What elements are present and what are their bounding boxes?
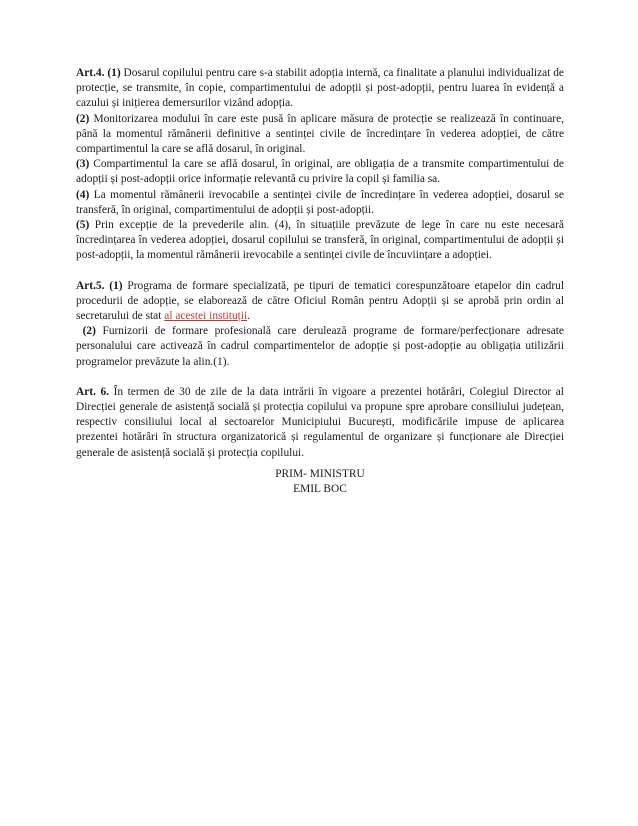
paragraph-text: Dosarul copilului pentru care s-a stabilit adopția internă, ca finalitate a planului individualizat de protecție, se transmite, în copie, compartimentului de adopții și post-adopții, pentru luarea în evidență a cazului și inițierea demersurilor vizând adopția.	[76, 67, 564, 110]
article-6-paragraph	[76, 385, 564, 461]
article-5-paragraph-2	[76, 324, 564, 370]
document-page	[76, 66, 564, 497]
paragraph-text-end: .	[247, 310, 251, 323]
paragraph-text: Compartimentul la care se află dosarul, în original, are obligația de a transmite compartimentului de adopții și post-adopții orice informație relevantă cu privire la copil și familia sa.	[76, 158, 564, 186]
paragraph-text: Programa de formare specializată, pe tipuri de tematici corespunzătoare etapelor din cadrul procedurii de adopție, se elaborează de către Oficiul Român pentru Adopții și se aprobă prin ordin al secretarului de stat	[76, 279, 564, 323]
article-4-heading: Art.4.	[76, 67, 105, 79]
article-4-paragraph-2	[76, 112, 564, 158]
paragraph-number: (1)	[107, 67, 121, 79]
paragraph-text: Furnizorii de formare profesională care derulează programe de formare/perfecționare adresate personalului care activează în cadrul compartimentelor de adopție și post-adopție au obligația utilizării programelor prevăzute la alin.(1).	[76, 325, 564, 368]
article-6	[76, 385, 564, 461]
paragraph-text: În termen de 30 de zile de la data intrării în vigoare a prezentei hotărâri, Colegiul Director al Direcției generale de asistență socială și protecția copilului va propune spre aprobare consiliului județean, respectiv consiliului local al sectoarelor Municipiului București, modificările impuse de aplicarea prezentei hotărâri în structura organizatorică și regulamentul de organizare și funcționare ale Direcției generale de asistență socială și protecția copilului.	[76, 385, 564, 459]
article-5-paragraph-1	[76, 279, 564, 325]
institution-link[interactable]: al acestei instituții	[164, 310, 248, 323]
paragraph-text: Monitorizarea modului în care este pusă în aplicare măsura de protecție se realizează în continuare, până la momentul rămânerii definitive a sentinței civile de încredințare în vederea adopției, de către compartimentul la care se află dosarul, în original.	[76, 112, 564, 156]
paragraph-number: (5)	[76, 219, 90, 232]
paragraph-text: Prin excepție de la prevederile alin. (4), în situațiile prevăzute de lege în care nu este necesară încredințarea în vederea adopției, dosarul copilului se transferă, în original, compartimentului de adopții și post-adopții, la momentul rămânerii irevocabile a sentinței civile de încuviințare a adopției.	[76, 219, 564, 262]
paragraph-number: (1)	[109, 279, 123, 292]
paragraph-number: (3)	[76, 158, 90, 171]
signature-block	[76, 467, 564, 497]
article-6-heading: Art. 6.	[76, 385, 110, 398]
paragraph-number: (4)	[76, 188, 90, 201]
paragraph-number: (2)	[82, 325, 96, 338]
article-5	[76, 279, 564, 370]
paragraph-number: (2)	[76, 112, 90, 125]
article-4	[76, 66, 564, 264]
paragraph-text: La momentul rămânerii irevocabile a sentinței civile de încredințare în vederea adopției, dosarul se transferă, în original, compartimentului de adopții și post-adopții.	[76, 188, 564, 216]
signature-title: PRIM- MINISTRU	[275, 467, 365, 480]
article-4-paragraph-4	[76, 188, 564, 218]
article-5-heading: Art.5.	[76, 279, 105, 292]
article-4-paragraph-1	[76, 66, 564, 112]
signature-name: EMIL BOC	[293, 483, 347, 496]
article-4-paragraph-5	[76, 218, 564, 264]
article-4-paragraph-3	[76, 157, 564, 187]
